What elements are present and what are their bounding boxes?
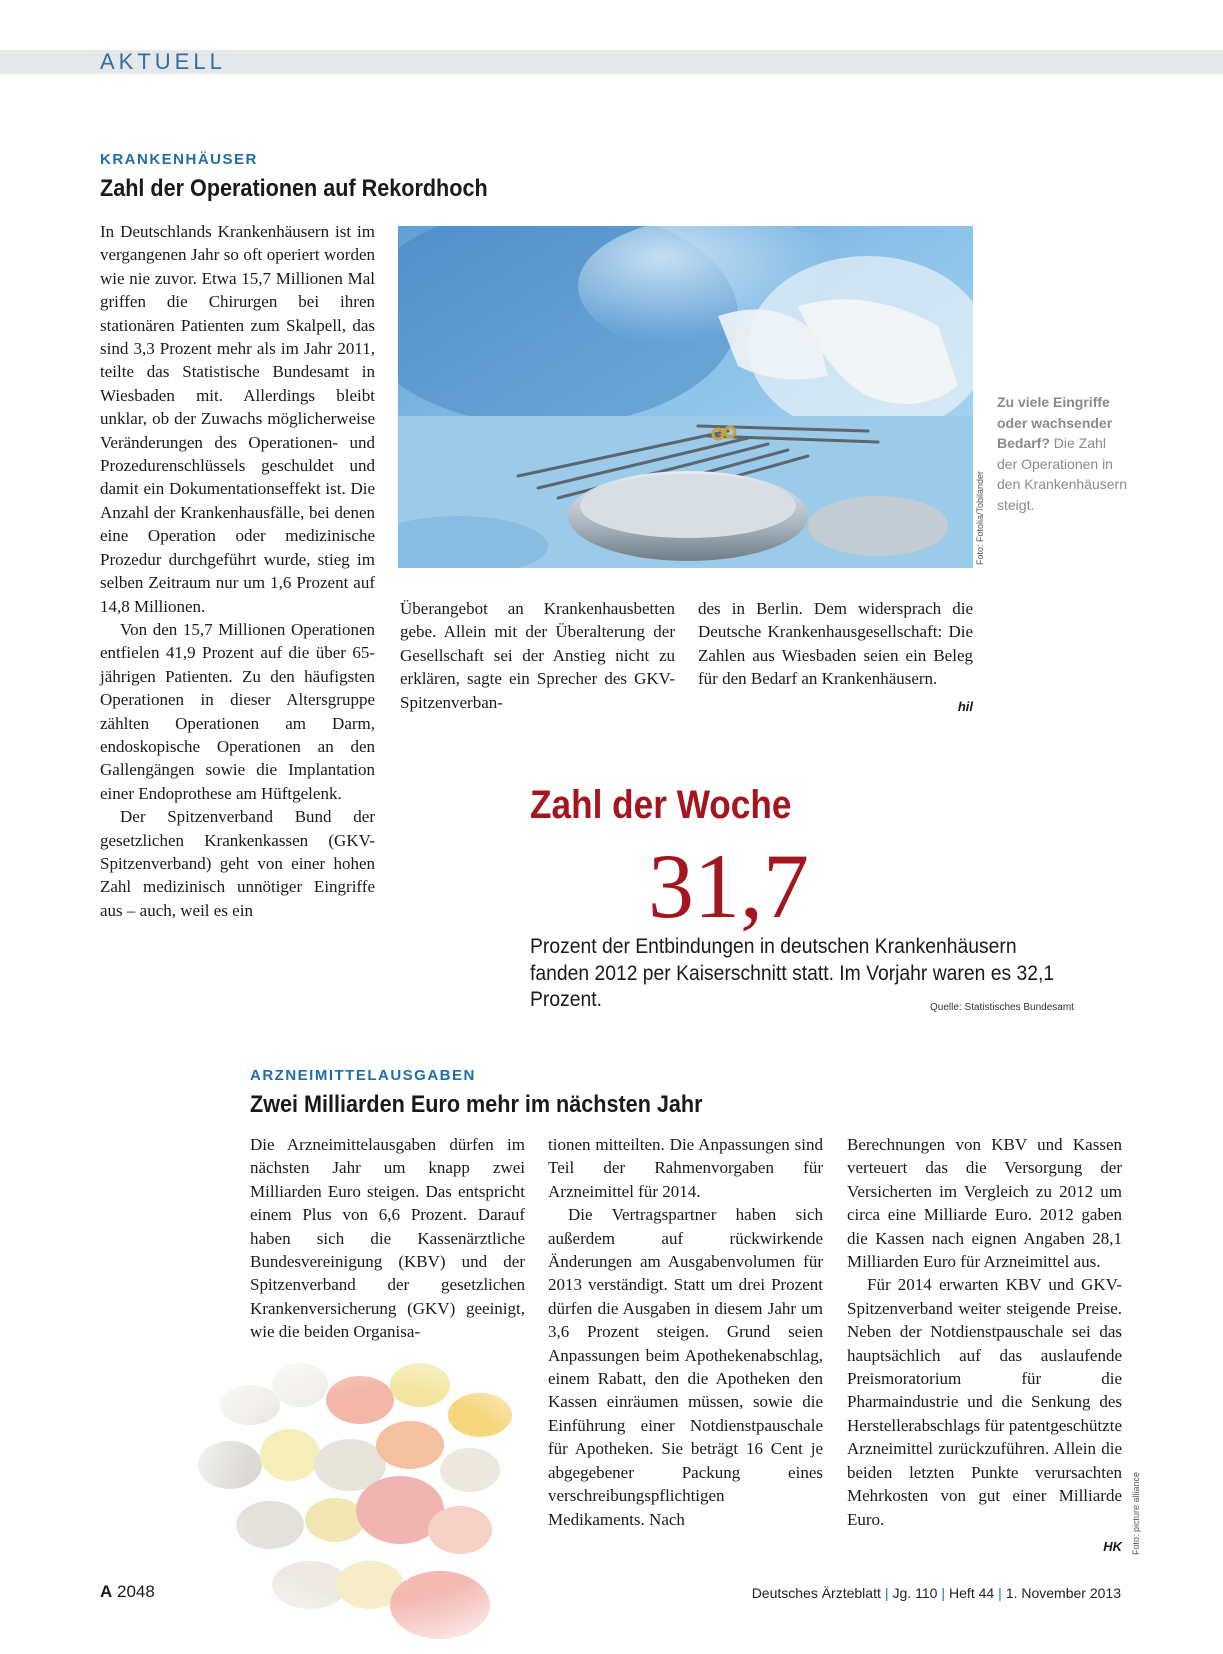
article1-caption-text: Die Zahl der Operationen in den Krankenhäusern steigt.: [997, 435, 1127, 513]
article2-paragraph: Die Vertragspartner haben sich außerdem auf rückwirkende Änderungen am Ausgabenvolumen für 2013 verständigt. Statt um drei Prozent dürfen die Ausgaben in diesem Jahr um 3,6 Prozent steigen. Grund seien Anpassungen beim Apothekenabschlag, einem Rabatt, den die Apotheken den Kassen einräumen müssen, sowie die Einführung einer Notdienstpauschale für Apotheken. Sie beträgt 16 Cent je abgegebener Packung eines verschreibungspflichtigen Medikaments. Nach: [548, 1205, 823, 1529]
article1-column-1: [100, 220, 375, 922]
article2-column-1: [250, 1133, 525, 1344]
article2-paragraph: tionen mitteilten. Die Anpassungen sind Teil der Rahmenvorgaben für Arzneimittel für 2014.: [548, 1135, 823, 1201]
article1-photo-credit: Foto: Fotolia/Tobilander: [975, 470, 985, 565]
page-prefix: A: [100, 1582, 113, 1601]
article1-caption: [997, 392, 1127, 515]
journal-name: Deutsches Ärzteblatt: [751, 1585, 881, 1601]
journal-issue: Heft 44: [949, 1585, 995, 1601]
surgery-photo: [398, 226, 973, 568]
article2-photo-credit: Foto: picture alliance: [1131, 1471, 1141, 1555]
pills-photo: [170, 1345, 560, 1645]
article1-paragraph: In Deutschlands Krankenhäusern ist im vergangenen Jahr so oft operiert worden wie nie zuvor. Etwa 15,7 Millionen Mal griffen die Chirurgen bei ihren stationären Patienten zum Skalpell, das sind 3,3 Prozent mehr als im Jahr 2011, teilte das Statistische Bundesamt in Wiesbaden mit. Allerdings bleibt unklar, ob der Zuwachs möglicherweise Veränderungen des Operationen- und Prozedurenschlüssels geschuldet und damit ein Dokumentationseffekt ist. Die Anzahl der Krankenhausfälle, bei denen eine Operation oder medizinische Prozedur durchgeführt wurde, stieg im selben Zeitraum nur um 1,6 Prozent auf 14,8 Millionen.: [100, 222, 375, 616]
article2-kicker: ARZNEIMITTELAUSGABEN: [250, 1067, 476, 1084]
article1-signature: hil: [957, 698, 973, 714]
article1-headline: Zahl der Operationen auf Rekordhoch: [100, 175, 488, 202]
article1-caption-lead: Zu viele Eingriffe oder wachsender Bedarf?: [997, 394, 1113, 451]
zahl-der-woche-source: Quelle: Statistisches Bundesamt: [930, 1002, 1074, 1013]
article2-paragraph: Berechnungen von KBV und Kassen verteuert das die Versorgung der Versicherten im Vergleich zu 2012 um circa eine Milliarde Euro. 2012 gaben die Kassen nach eignen Angaben 28,1 Milliarden Euro für Arzneimittel aus.: [847, 1135, 1122, 1272]
section-label: AKTUELL: [100, 49, 226, 74]
article2-paragraph: Die Arzneimittelausgaben dürfen im nächsten Jahr um knapp zwei Milliarden Euro steigen. Das entspricht einem Plus von 6,6 Prozent. Darauf haben sich die Kassenärztliche Bundesvereinigung (KBV) und der Spitzenverband der gesetzlichen Krankenversicherung (GKV) geeinigt, wie die beiden Organisa-: [250, 1135, 525, 1342]
zahl-der-woche-text: Prozent der Entbindungen in deutschen Krankenhäusern fanden 2012 per Kaiserschnitt statt. Im Vorjahr waren es 32,1 Prozent.: [530, 935, 1055, 1011]
footer-journal-info: Deutsches Ärzteblatt | Jg. 110 | Heft 44 | 1. November 2013: [751, 1585, 1121, 1601]
zahl-der-woche-number: 31,7: [648, 835, 809, 937]
article2-headline: Zwei Milliarden Euro mehr im nächsten Jahr: [250, 1091, 703, 1118]
article1-column-3: [698, 597, 973, 718]
journal-date: 1. November 2013: [1005, 1585, 1121, 1601]
zahl-der-woche-title: Zahl der Woche: [530, 783, 792, 827]
article1-paragraph: Der Spitzenverband Bund der gesetzlichen Krankenkassen (GKV-Spitzenverband) geht von einer hohen Zahl medizinisch unnötiger Eingriffe aus – auch, weil es ein: [100, 807, 375, 920]
pills-photo-graphic: [170, 1345, 560, 1645]
article2-signature: HK: [1103, 1538, 1122, 1554]
article2-paragraph: Für 2014 erwarten KBV und GKV-Spitzenverband weiter steigende Preise. Neben der Notdienstpauschale sei das hauptsächlich auf das auslaufende Preismoratorium für die Pharmaindustrie und die Senkung des Herstellerabschlags für patentgeschützte Arzneimittel zurückzuführen. Allein die beiden letzten Punkte verursachten Mehrkosten von gut einer Milliarde Euro.: [847, 1275, 1122, 1529]
page-number: [100, 1582, 155, 1602]
article1-paragraph: Überangebot an Krankenhausbetten gebe. Allein mit der Überalterung der Gesellschaft sei der Anstieg nicht zu erklären, sagte ein Sprecher des GKV-Spitzenverban-: [400, 599, 675, 712]
article2-column-3: [847, 1133, 1122, 1558]
journal-volume: Jg. 110: [892, 1585, 938, 1601]
article1-paragraph: des in Berlin. Dem widersprach die Deutsche Krankenhausgesellschaft: Die Zahlen aus Wiesbaden seien ein Beleg für den Bedarf an Krankenhäusern.: [698, 599, 973, 689]
article2-column-2: [548, 1133, 823, 1531]
surgery-photo-graphic: [398, 226, 973, 568]
page-number-value: 2048: [117, 1582, 155, 1601]
article1-paragraph: Von den 15,7 Millionen Operationen entfielen 41,9 Prozent auf die über 65-jährigen Patienten. Zu den häufigsten Operationen in dieser Altersgruppe zählten Operationen am Darm, endoskopische Operationen an den Gallengängen sowie die Implantation einer Endoprothese am Hüftgelenk.: [100, 619, 375, 803]
article1-column-2: [400, 597, 675, 714]
article1-kicker: KRANKENHÄUSER: [100, 151, 258, 168]
